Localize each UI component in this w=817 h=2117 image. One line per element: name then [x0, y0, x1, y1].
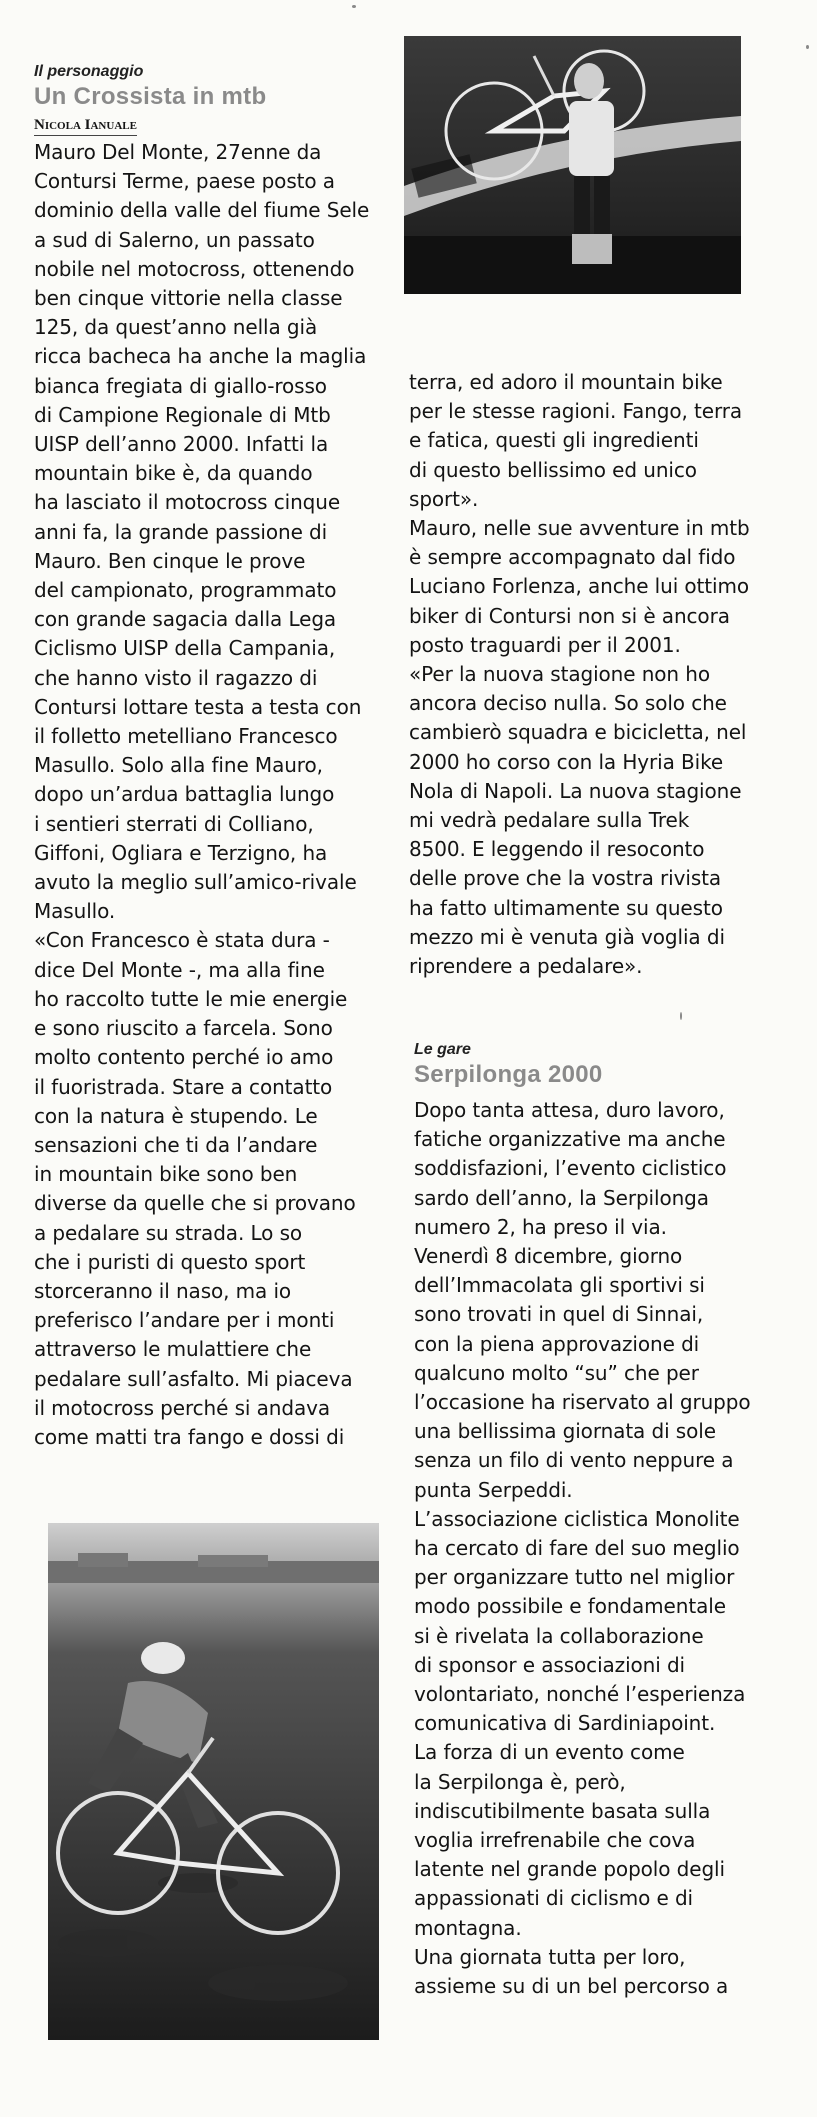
text-line: a pedalare su strada. Lo so	[34, 1220, 303, 1245]
text-line: appassionati di ciclismo e di	[414, 1886, 694, 1911]
text-line: bianca fregiata di giallo-rosso	[34, 373, 327, 398]
text-line: ancora deciso nulla. So solo che	[409, 691, 727, 716]
text-line: senza un filo di vento neppure a	[414, 1448, 734, 1473]
text-line: sport».	[409, 486, 479, 511]
text-line: per organizzare tutto nel miglior	[414, 1565, 735, 1590]
text-line: Nola di Napoli. La nuova stagione	[409, 778, 742, 803]
text-line: terra, ed adoro il mountain bike	[409, 370, 723, 394]
text-line: «Con Francesco è stata dura -	[34, 928, 330, 953]
text-line: Ciclismo UISP della Campania,	[34, 636, 336, 661]
text-line: fatiche organizzative ma anche	[414, 1127, 726, 1152]
text-line: latente nel grande popolo degli	[414, 1857, 725, 1882]
text-line: Masullo.	[34, 899, 116, 924]
text-line: avuto la meglio sull’amico-rivale	[34, 870, 357, 895]
text-line: «Per la nuova stagione non ho	[409, 662, 710, 687]
text-line: 8500. E leggendo il resoconto	[409, 837, 705, 862]
text-line: 2000 ho corso con la Hyria Bike	[409, 749, 724, 774]
photo-rider-carrying-bike-image	[404, 36, 741, 294]
text-line: ricca bacheca ha anche la maglia	[34, 344, 367, 369]
text-line: riprendere a pedalare».	[409, 954, 643, 979]
text-line: e sono riuscito a farcela. Sono	[34, 1016, 333, 1041]
text-line: cambierò squadra e bicicletta, nel	[409, 720, 747, 745]
text-line: delle prove che la vostra rivista	[409, 866, 722, 891]
article-body	[34, 138, 369, 1452]
text-line: diverse da quelle che si provano	[34, 1191, 356, 1216]
text-line: sardo dell’anno, la Serpilonga	[414, 1185, 709, 1210]
text-line: del campionato, programmato	[34, 578, 337, 603]
article-gare	[414, 1040, 759, 2001]
section-kicker: Le gare	[414, 1041, 471, 1058]
text-line: come matti tra fango e dossi di	[34, 1424, 345, 1449]
text-line: soddisfazioni, l’evento ciclistico	[414, 1156, 727, 1181]
text-line: si è rivelata la collaborazione	[414, 1623, 704, 1648]
article-body	[414, 1096, 759, 2001]
text-line: la Serpilonga è, però,	[414, 1769, 626, 1794]
text-line: di questo bellissimo ed unico	[409, 457, 697, 482]
text-line: Una giornata tutta per loro,	[414, 1944, 686, 1969]
text-line: attraverso le mulattiere che	[34, 1337, 312, 1362]
text-line: il folletto metelliano Francesco	[34, 724, 338, 749]
text-line: di sponsor e associazioni di	[414, 1652, 686, 1677]
text-line: ho raccolto tutte le mie energie	[34, 986, 348, 1011]
text-line: a sud di Salerno, un passato	[34, 227, 315, 252]
scan-speck	[352, 5, 356, 8]
text-line: Luciano Forlenza, anche lui ottimo	[409, 574, 750, 599]
text-line: ha fatto ultimamente su questo	[409, 895, 723, 920]
photo-rider-in-mud	[48, 1523, 379, 2040]
photo-rider-in-mud-image	[48, 1523, 379, 2040]
text-line: molto contento perché io amo	[34, 1045, 334, 1070]
text-line: è sempre accompagnato dal fido	[409, 545, 736, 570]
text-line: 125, da quest’anno nella già	[34, 315, 318, 340]
text-line: mezzo mi è venuta già voglia di	[409, 924, 725, 949]
text-line: Dopo tanta attesa, duro lavoro,	[414, 1098, 725, 1122]
text-line: ben cinque vittorie nella classe	[34, 286, 343, 311]
text-line: di Campione Regionale di Mtb	[34, 402, 331, 427]
text-line: Venerdì 8 dicembre, giorno	[414, 1244, 683, 1269]
text-line: L’associazione ciclistica Monolite	[414, 1506, 740, 1531]
text-line: l’occasione ha riservato al gruppo	[414, 1390, 751, 1415]
text-line: sensazioni che ti da l’andare	[34, 1132, 318, 1157]
scan-speck	[806, 45, 809, 49]
scan-speck	[680, 1012, 682, 1020]
text-line: numero 2, ha preso il via.	[414, 1214, 667, 1239]
article-personaggio-left-column	[34, 62, 369, 1452]
text-line: ha cercato di fare del suo meglio	[414, 1536, 740, 1561]
text-line: il fuoristrada. Stare a contatto	[34, 1074, 333, 1099]
text-line: i sentieri sterrati di Colliano,	[34, 811, 314, 836]
section-kicker: Il personaggio	[34, 63, 144, 80]
text-line: che hanno visto il ragazzo di	[34, 665, 318, 690]
text-line: dominio della valle del fiume Sele	[34, 198, 370, 223]
text-line: pedalare sull’asfalto. Mi piaceva	[34, 1366, 353, 1391]
text-line: Contursi Terme, paese posto a	[34, 169, 335, 194]
text-line: Masullo. Solo alla fine Mauro,	[34, 753, 323, 778]
text-line: Mauro, nelle sue avventure in mtb	[409, 516, 750, 541]
text-line: UISP dell’anno 2000. Infatti la	[34, 432, 329, 457]
text-line: con la piena approvazione di	[414, 1331, 700, 1356]
text-line: volontariato, nonché l’esperienza	[414, 1682, 746, 1707]
text-line: ha lasciato il motocross cinque	[34, 490, 341, 515]
article-headline: Un Crossista in mtb	[34, 83, 267, 110]
text-line: comunicativa di Sardiniapoint.	[414, 1711, 716, 1736]
text-line: anni fa, la grande passione di	[34, 519, 328, 544]
text-line: in mountain bike sono ben	[34, 1162, 298, 1187]
author-byline: Nicola Ianuale	[34, 115, 137, 136]
text-line: assieme su di un bel percorso a	[414, 1974, 729, 1999]
text-line: mi vedrà pedalare sulla Trek	[409, 808, 690, 833]
text-line: punta Serpeddi.	[414, 1477, 573, 1502]
text-line: mountain bike è, da quando	[34, 461, 313, 486]
article-headline: Serpilonga 2000	[414, 1061, 603, 1088]
text-line: Giffoni, Ogliara e Terzigno, ha	[34, 840, 328, 865]
text-line: con grande sagacia dalla Lega	[34, 607, 337, 632]
text-line: e fatica, questi gli ingredienti	[409, 428, 699, 453]
text-line: biker di Contursi non si è ancora	[409, 603, 730, 628]
text-line: qualcuno molto “su” che per	[414, 1360, 699, 1385]
text-line: La forza di un evento come	[414, 1740, 685, 1765]
text-line: per le stesse ragioni. Fango, terra	[409, 399, 743, 424]
article-personaggio-right-column	[409, 368, 754, 981]
text-line: storceranno il naso, ma io	[34, 1278, 292, 1303]
text-line: voglia irrefrenabile che cova	[414, 1828, 696, 1853]
text-line: indiscutibilmente basata sulla	[414, 1798, 711, 1823]
text-line: una bellissima giornata di sole	[414, 1419, 716, 1444]
text-line: dice Del Monte -, ma alla fine	[34, 957, 325, 982]
photo-rider-carrying-bike	[404, 36, 741, 294]
article-body-continued	[409, 368, 754, 981]
text-line: nobile nel motocross, ottenendo	[34, 256, 355, 281]
text-line: con la natura è stupendo. Le	[34, 1103, 318, 1128]
text-line: sono trovati in quel di Sinnai,	[414, 1302, 704, 1327]
text-line: dopo un’ardua battaglia lungo	[34, 782, 335, 807]
text-line: dell’Immacolata gli sportivi si	[414, 1273, 705, 1298]
text-line: posto traguardi per il 2001.	[409, 632, 681, 657]
text-line: il motocross perché si andava	[34, 1395, 331, 1420]
text-line: montagna.	[414, 1915, 522, 1940]
text-line: Contursi lottare testa a testa con	[34, 694, 362, 719]
text-line: preferisco l’andare per i monti	[34, 1308, 335, 1333]
text-line: Mauro. Ben cinque le prove	[34, 548, 306, 573]
text-line: che i puristi di questo sport	[34, 1249, 306, 1274]
text-line: modo possibile e fondamentale	[414, 1594, 726, 1619]
text-line: Mauro Del Monte, 27enne da	[34, 140, 322, 164]
